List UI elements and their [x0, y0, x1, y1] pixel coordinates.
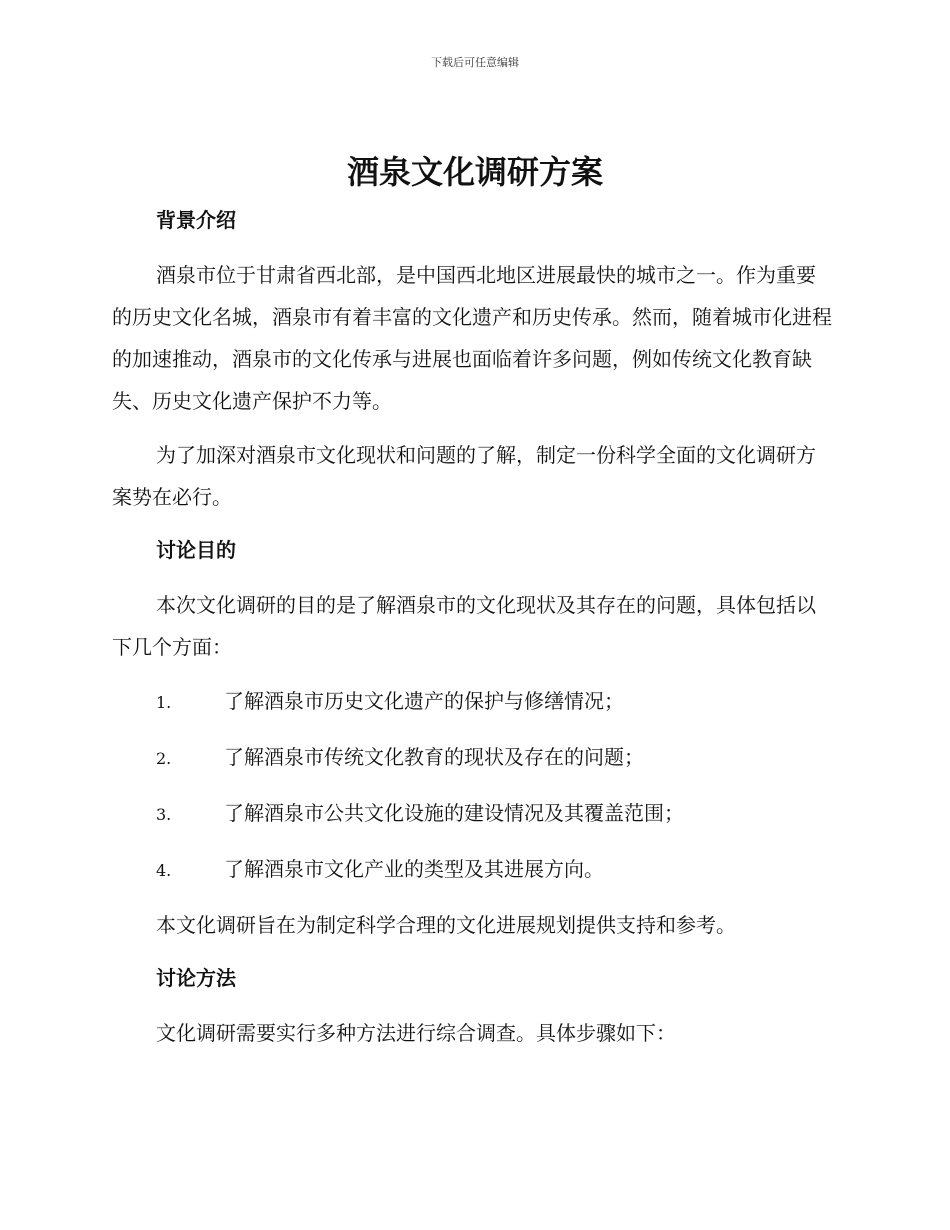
background-paragraph-2: 为了加深对酒泉市文化现状和问题的了解，制定一份科学全面的文化调研方案势在必行。 [112, 443, 816, 509]
list-item-text: 了解酒泉市公共文化设施的建设情况及其覆盖范围； [224, 801, 684, 825]
purpose-intro: 本次文化调研的目的是了解酒泉市的文化现状及其存在的问题，具体包括以下几个方面： [112, 593, 816, 659]
section-heading-method: 讨论方法 [156, 966, 236, 990]
list-item-text: 了解酒泉市历史文化遗产的保护与修缮情况； [224, 689, 624, 713]
purpose-list [112, 680, 832, 892]
section-heading-purpose: 讨论目的 [156, 538, 236, 562]
purpose-conclusion: 本文化调研旨在为制定科学合理的文化进展规划提供支持和参考。 [156, 913, 736, 937]
document-title: 酒泉文化调研方案 [346, 153, 603, 191]
document-body [112, 200, 832, 1054]
list-item [112, 848, 832, 892]
list-item-text: 了解酒泉市传统文化教育的现状及存在的问题； [224, 745, 644, 769]
list-item [112, 792, 832, 836]
list-item [112, 680, 832, 724]
section-heading-background: 背景介绍 [156, 208, 236, 232]
list-item [112, 736, 832, 780]
list-item-number: 4. [156, 861, 172, 880]
list-item-text: 了解酒泉市文化产业的类型及其进展方向。 [224, 857, 604, 881]
list-item-number: 2. [156, 749, 172, 768]
method-paragraph-1: 文化调研需要实行多种方法进行综合调查。具体步骤如下： [156, 1021, 676, 1045]
background-paragraph-1: 酒泉市位于甘肃省西北部，是中国西北地区进展最快的城市之一。作为重要的历史文化名城，酒泉市有着丰富的文化遗产和历史传承。然而，随着城市化进程的加速推动，酒泉市的文化传承与进展也面临着许多问题，例如传统文化教育缺失、历史文化遗产保护不力等。 [112, 263, 832, 413]
list-item-number: 3. [156, 805, 172, 824]
list-item-number: 1. [156, 693, 172, 712]
header-note: 下载后可任意编辑 [431, 56, 519, 69]
